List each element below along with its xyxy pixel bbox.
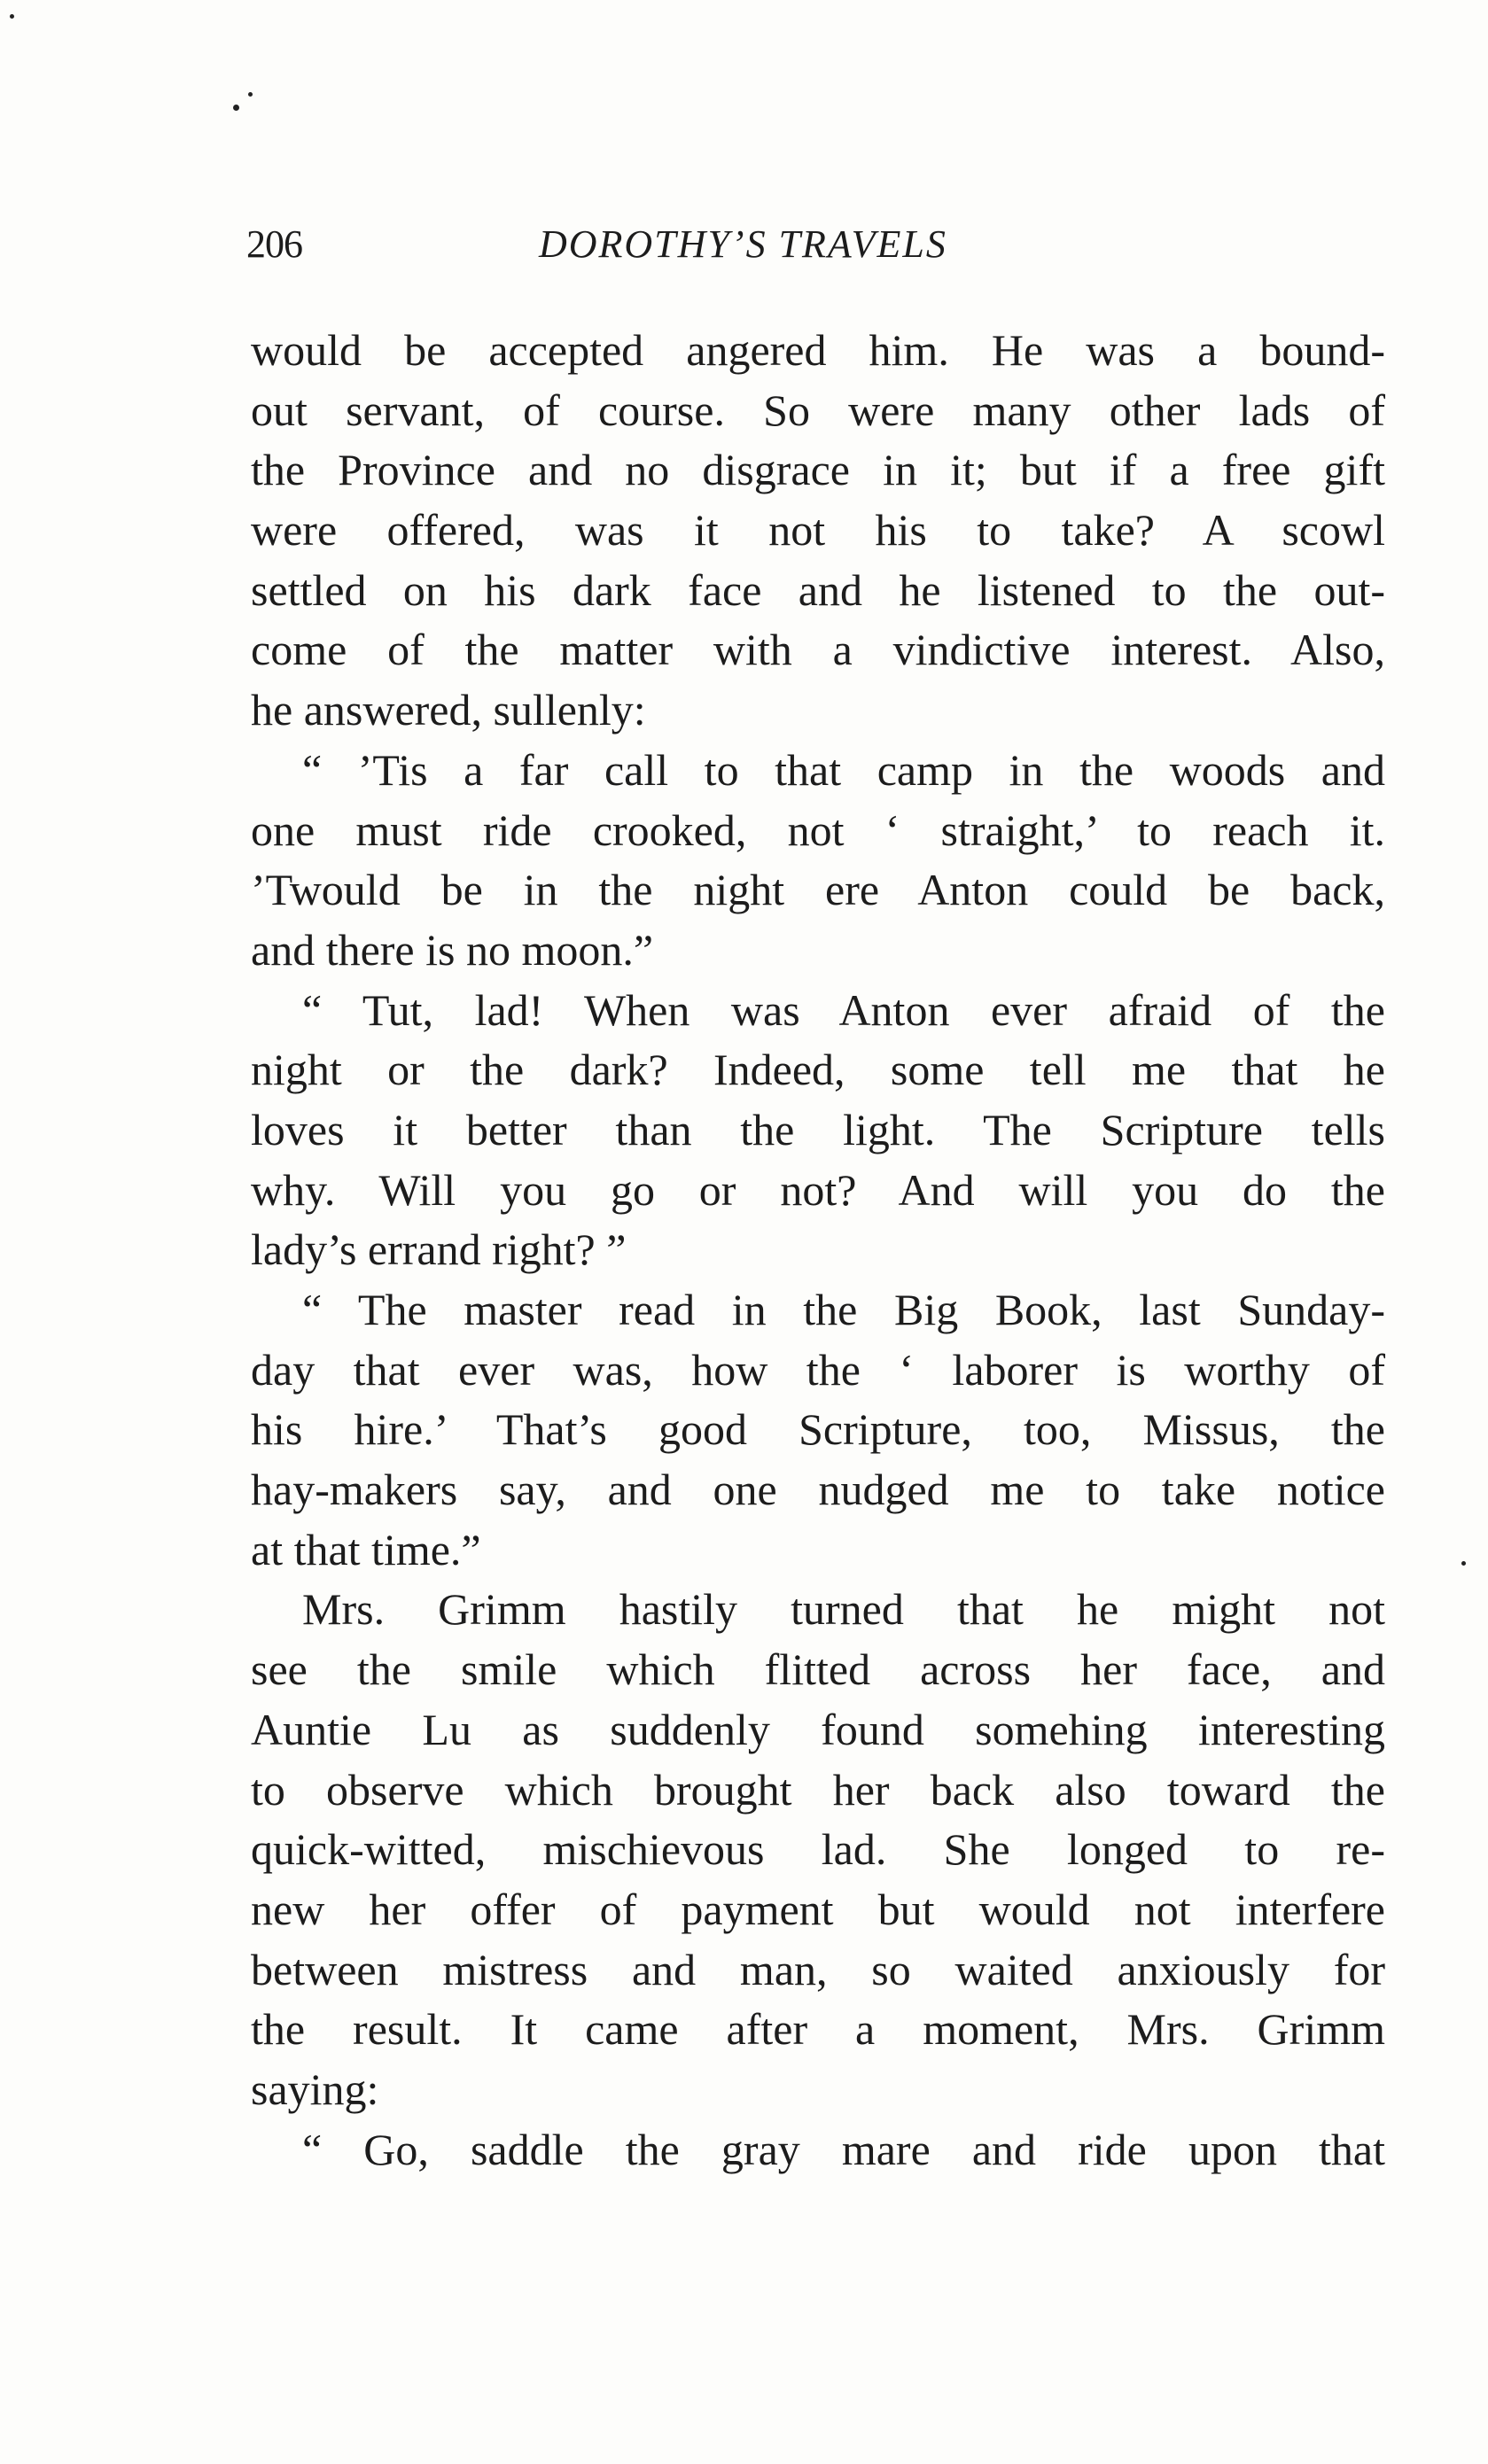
- body-text: [251, 321, 1385, 2180]
- text-line: “ Tut, lad! When was Anton ever afraid of the: [302, 984, 1385, 1035]
- ink-speck: [248, 92, 253, 97]
- text-line: settled on his dark face and he listened to the out-: [251, 564, 1385, 615]
- text-line: day that ever was, how the ‘ laborer is worthy of: [251, 1344, 1385, 1395]
- text-line: the Province and no disgrace in it; but if a free gift: [251, 445, 1385, 495]
- ink-speck: [233, 105, 239, 111]
- text-line: Mrs. Grimm hastily turned that he might not: [302, 1584, 1385, 1635]
- page-number: 206: [246, 222, 302, 266]
- text-line: come of the matter with a vindictive interest. Also,: [251, 625, 1385, 675]
- text-line: Auntie Lu as suddenly found somehing interesting: [251, 1704, 1385, 1754]
- text-line: night or the dark? Indeed, some tell me that he: [251, 1045, 1385, 1095]
- ink-speck: [10, 14, 14, 19]
- text-line: see the smile which flitted across her face, and: [251, 1644, 1385, 1695]
- text-line: one must ride crooked, not ‘ straight,’ to reach it.: [251, 804, 1385, 855]
- ink-speck: [1461, 1561, 1466, 1566]
- text-line: lady’s errand right? ”: [251, 1224, 627, 1275]
- text-line: why. Will you go or not? And will you do the: [251, 1164, 1385, 1215]
- running-title: DOROTHY’S TRAVELS: [539, 222, 947, 266]
- text-line: he answered, sullenly:: [251, 685, 646, 735]
- text-line: were offered, was it not his to take? A scowl: [251, 505, 1385, 556]
- text-line: between mistress and man, so waited anxiously for: [251, 1944, 1385, 1994]
- text-line: and there is no moon.”: [251, 924, 654, 975]
- text-line: “ Go, saddle the gray mare and ride upon that: [302, 2124, 1385, 2174]
- text-line: the result. It came after a moment, Mrs. Grimm: [251, 2004, 1385, 2055]
- text-line: hay-makers say, and one nudged me to take notice: [251, 1465, 1385, 1515]
- text-line: “ ’Tis a far call to that camp in the woods and: [302, 744, 1385, 795]
- text-line: ’Twould be in the night ere Anton could be back,: [251, 865, 1385, 915]
- text-line: would be accepted angered him. He was a bound-: [251, 325, 1385, 375]
- text-line: out servant, of course. So were many other lads of: [251, 385, 1385, 435]
- running-head: [246, 222, 1386, 284]
- text-line: his hire.’ That’s good Scripture, too, Missus, the: [251, 1404, 1385, 1455]
- text-line: “ The master read in the Big Book, last Sunday-: [302, 1285, 1385, 1334]
- text-line: to observe which brought her back also toward the: [251, 1764, 1385, 1815]
- text-line: saying:: [251, 2064, 379, 2114]
- text-line: loves it better than the light. The Scripture tells: [251, 1104, 1385, 1154]
- text-line: new her offer of payment but would not interfere: [251, 1884, 1385, 1934]
- text-line: at that time.”: [251, 1524, 481, 1574]
- text-line: quick-witted, mischievous lad. She longed to re-: [251, 1824, 1385, 1875]
